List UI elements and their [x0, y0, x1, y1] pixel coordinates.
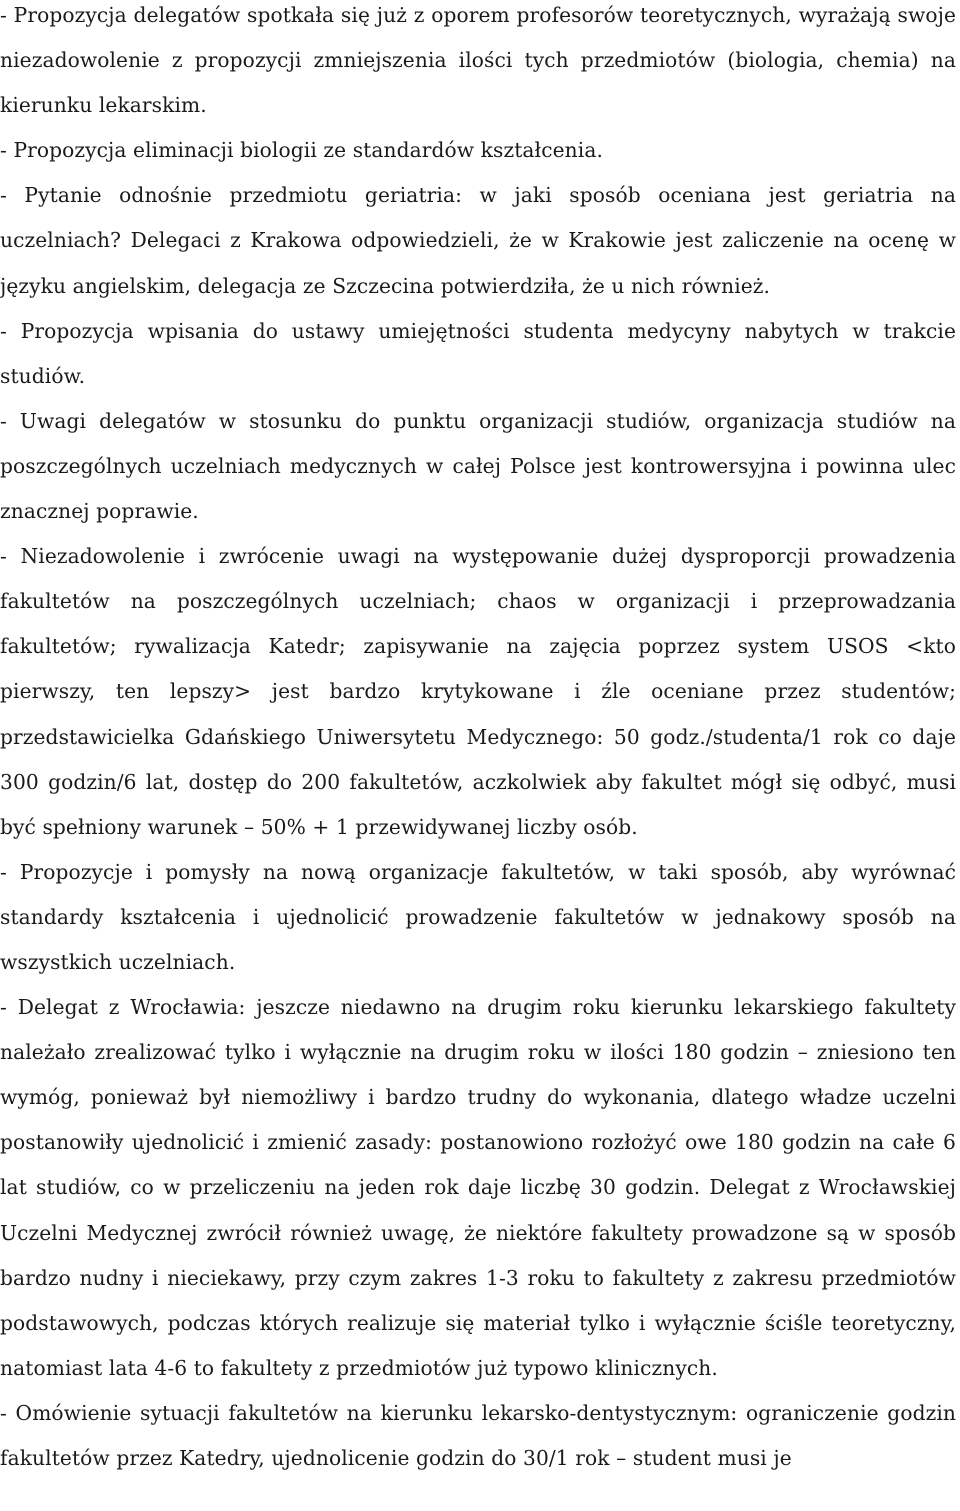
- paragraph-delegates-proposal: - Propozycja delegatów spotkała się już z oporem profesorów teoretycznych, wyrażają swoje niezadowolenie z propozycji zmniejszenia ilości tych przedmiotów (biologia, chemia) na kierunku lekarskim.: [0, 3, 956, 118]
- paragraph-electives-disproportion: - Niezadowolenie i zwrócenie uwagi na występowanie dużej dysproporcji prowadzenia fakultetów na poszczególnych uczelniach; chaos w organizacji i przeprowadzania fakultetów; rywalizacja Katedr; zapisywanie na zajęcia poprzez system USOS <kto pierwszy, ten lepszy> jest bardzo krytykowane i źle oceniane przez studentów; przedstawicielka Gdańskiego Uniwersytetu Medycznego: 50 godz./studenta/1 rok co daje 300 godzin/6 lat, dostęp do 200 fakultetów, aczkolwiek aby fakultet mógł się odbyć, musi być spełniony warunek – 50% + 1 przewidywanej liczby osób.: [0, 544, 956, 839]
- paragraph-electives-proposals: - Propozycje i pomysły na nową organizacje fakultetów, w taki sposób, aby wyrównać standardy kształcenia i ujednolicić prowadzenie fakultetów w jednakowy sposób na wszystkich uczelniach.: [0, 859, 956, 974]
- paragraph-skills-law-proposal: - Propozycja wpisania do ustawy umiejętności studenta medycyny nabytych w trakcie studiów.: [0, 318, 956, 388]
- paragraph-study-organization-remarks: - Uwagi delegatów w stosunku do punktu organizacji studiów, organizacja studiów na poszczególnych uczelniach medycznych w całej Polsce jest kontrowersyjna i powinna ulec znacznej poprawie.: [0, 408, 956, 524]
- paragraph-dentistry-electives: - Omówienie sytuacji fakultetów na kierunku lekarsko-dentystycznym: ograniczenie godzin fakultetów przez Katedry, ujednolicenie godzin do 30/1 rok – student musi je: [0, 1400, 956, 1470]
- paragraph-biology-elimination: - Propozycja eliminacji biologii ze standardów kształcenia.: [0, 138, 603, 163]
- paragraph-geriatrics-question: - Pytanie odnośnie przedmiotu geriatria: w jaki sposób oceniana jest geriatria na uczelniach? Delegaci z Krakowa odpowiedzieli, że w Krakowie jest zaliczenie na ocenę w języku angielskim, delegacja ze Szczecina potwierdziła, że u nich również.: [0, 183, 956, 298]
- paragraph-wroclaw-delegate: - Delegat z Wrocławia: jeszcze niedawno na drugim roku kierunku lekarskiego fakultety należało zrealizować tylko i wyłącznie na drugim roku w ilości 180 godzin – zniesiono ten wymóg, ponieważ był niemożliwy i bardzo trudny do wykonania, dlatego władze uczelni postanowiły ujednolicić i zmienić zasady: postanowiono rozłożyć owe 180 godzin na całe 6 lat studiów, co w przeliczeniu na jeden rok daje liczbę 30 godzin. Delegat z Wrocławskiej Uczelni Medycznej zwrócił również uwagę, że niektóre fakultety prowadzone są w sposób bardzo nudny i nieciekawy, przy czym zakres 1-3 roku to fakultety z zakresu przedmiotów podstawowych, podczas których realizuje się materiał tylko i wyłącznie ściśle teoretyczny, natomiast lata 4-6 to fakultety z przedmiotów już typowo klinicznych.: [0, 995, 956, 1380]
